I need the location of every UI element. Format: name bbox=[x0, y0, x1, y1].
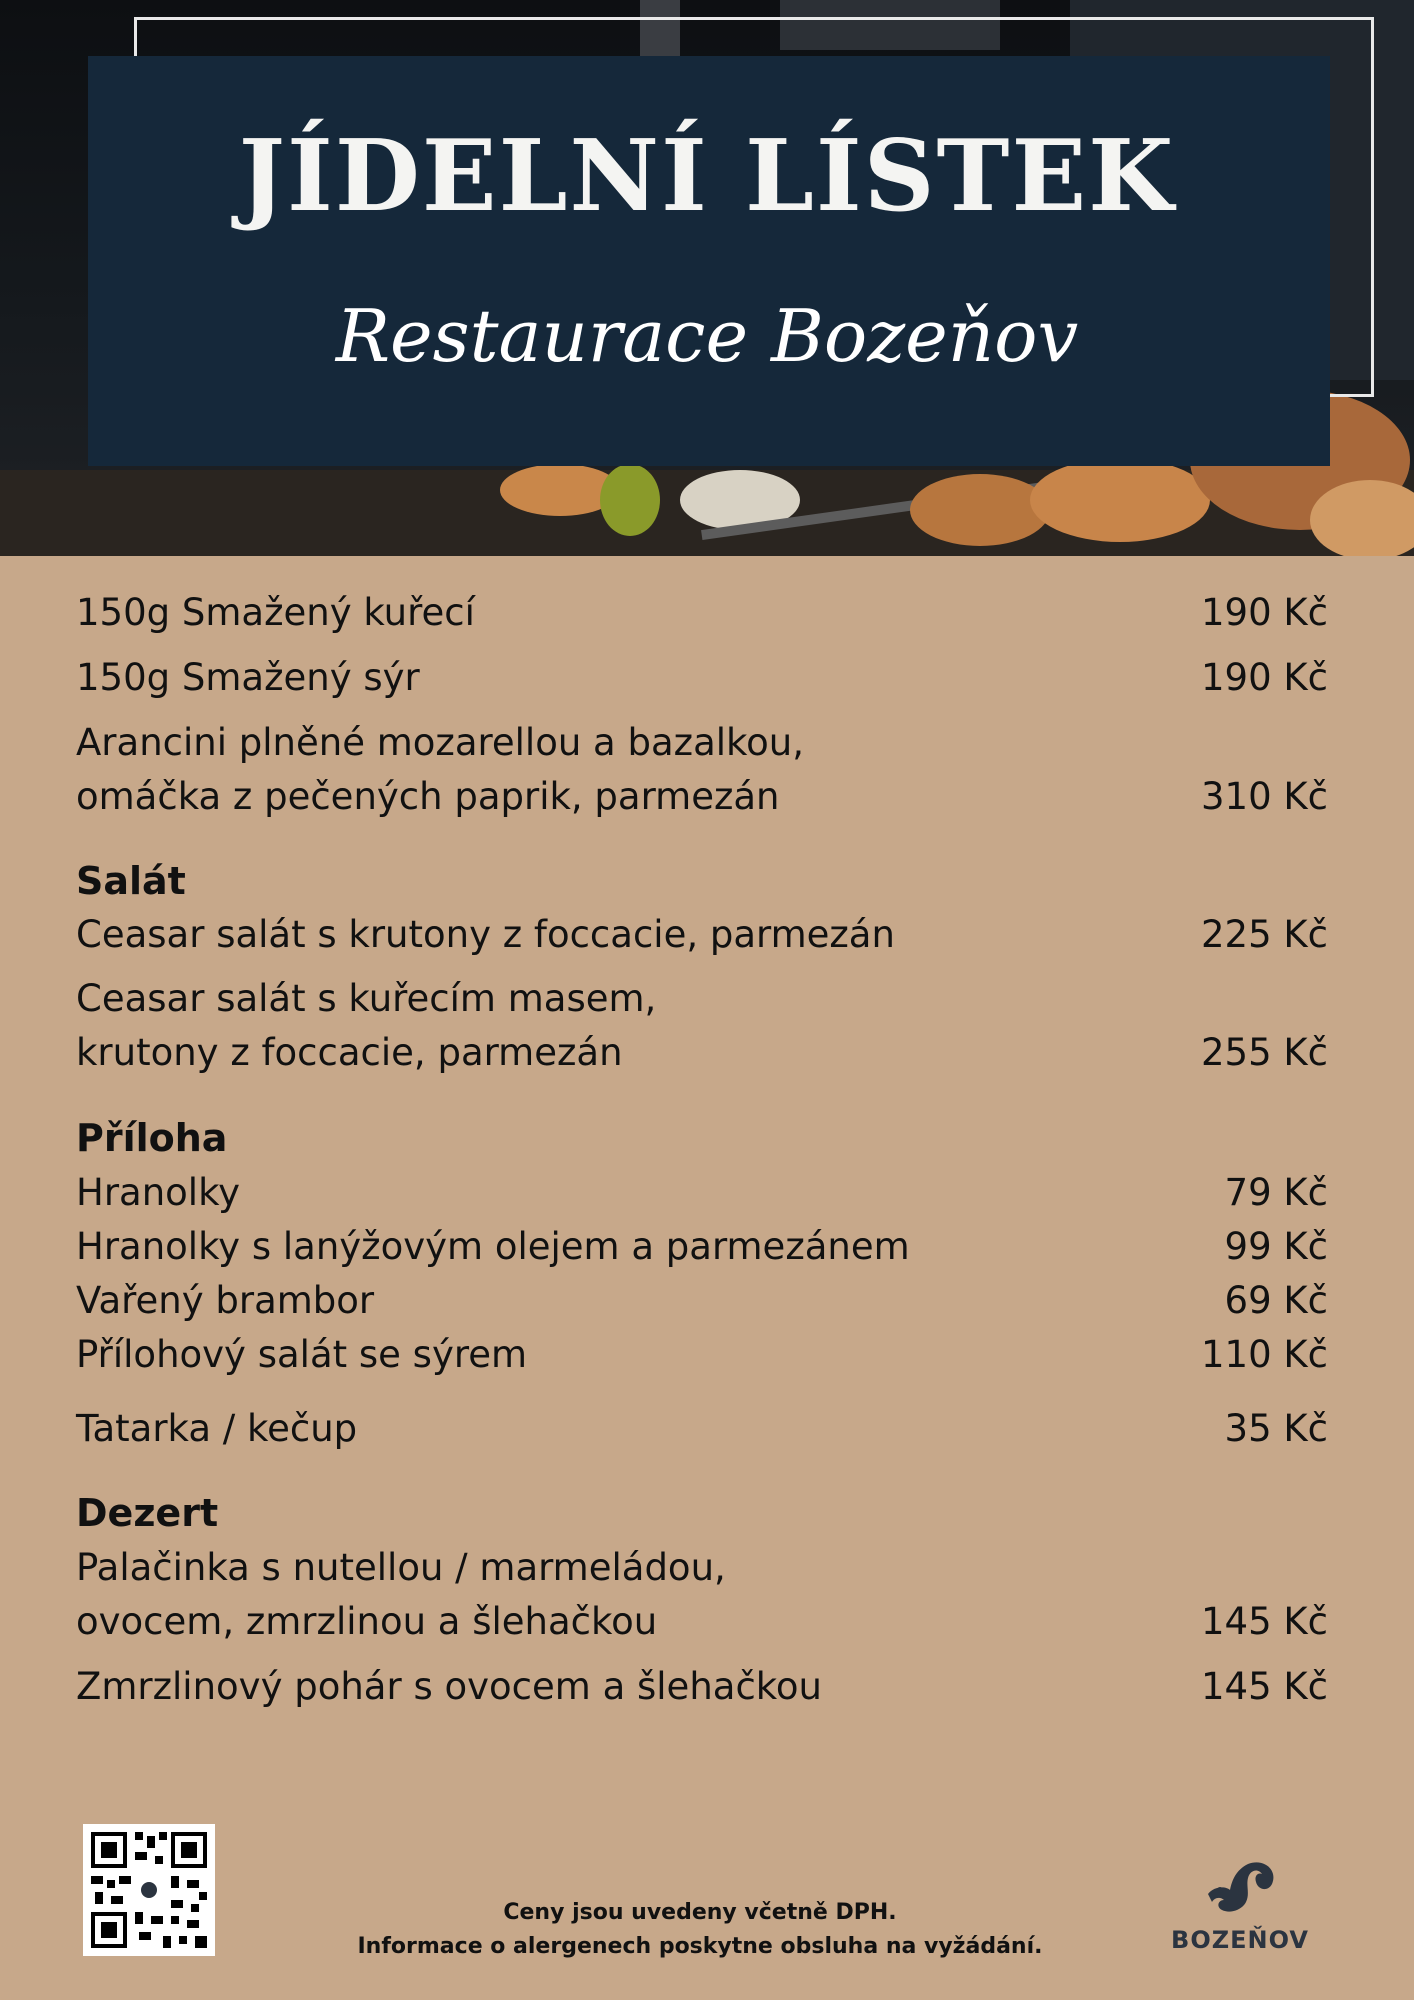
menu-item-price: 35 Kč bbox=[1224, 1407, 1328, 1450]
menu-item-price: 145 Kč bbox=[1201, 1600, 1328, 1643]
footer-allergen-note: Informace o alergenech poskytne obsluha na vyžádání. bbox=[357, 1934, 1043, 1959]
menu-item-name: 150g Smažený sýr bbox=[76, 656, 420, 699]
menu-item-name: omáčka z pečených paprik, parmezán bbox=[76, 775, 780, 818]
menu-item-name: Ceasar salát s kuřecím masem, bbox=[76, 977, 657, 1020]
menu-item-name: krutony z foccacie, parmezán bbox=[76, 1031, 623, 1074]
menu-item-name: Tatarka / kečup bbox=[76, 1407, 358, 1450]
menu-item-price: 79 Kč bbox=[1224, 1171, 1328, 1214]
lime-shape bbox=[600, 464, 660, 536]
restaurant-name: Restaurace Bozeňov bbox=[335, 294, 1079, 378]
squirrel-icon bbox=[1200, 1903, 1280, 1922]
footer-vat-note: Ceny jsou uvedeny včetně DPH. bbox=[503, 1900, 897, 1925]
meat-shape-2 bbox=[1030, 458, 1210, 542]
menu-item-price: 99 Kč bbox=[1224, 1225, 1328, 1268]
menu-item-price: 190 Kč bbox=[1201, 591, 1328, 634]
menu-item-name: Arancini plněné mozarellou a bazalkou, bbox=[76, 721, 804, 764]
header-banner bbox=[0, 0, 1414, 556]
menu-item-price: 69 Kč bbox=[1224, 1279, 1328, 1322]
menu-item-name: Palačinka s nutellou / marmeládou, bbox=[76, 1546, 726, 1589]
title-panel bbox=[88, 56, 1330, 466]
menu-item-name: Zmrzlinový pohár s ovocem a šlehačkou bbox=[76, 1665, 822, 1708]
menu-item-price: 310 Kč bbox=[1201, 775, 1328, 818]
menu-item-price: 145 Kč bbox=[1201, 1665, 1328, 1708]
brand-logo bbox=[1170, 1860, 1310, 1954]
qr-code-icon[interactable] bbox=[83, 1824, 215, 1956]
section-title-dezert: Dezert bbox=[76, 1491, 219, 1535]
menu-item-name: Hranolky s lanýžovým olejem a parmezánem bbox=[76, 1225, 910, 1268]
menu-item-name: Hranolky bbox=[76, 1171, 241, 1214]
menu-item-name: Ceasar salát s krutony z foccacie, parmezán bbox=[76, 913, 895, 956]
section-title-salat: Salát bbox=[76, 859, 186, 903]
menu-item-name: Vařený brambor bbox=[76, 1279, 375, 1322]
menu-item-name: 150g Smažený kuřecí bbox=[76, 591, 475, 634]
menu-item-price: 190 Kč bbox=[1201, 656, 1328, 699]
section-title-priloha: Příloha bbox=[76, 1116, 228, 1160]
menu-item-price: 225 Kč bbox=[1201, 913, 1328, 956]
page-title: JÍDELNÍ LÍSTEK bbox=[238, 119, 1176, 234]
meat-shape bbox=[910, 474, 1050, 546]
menu-item-price: 110 Kč bbox=[1201, 1333, 1328, 1376]
brand-name: BOZEŇOV bbox=[1171, 1926, 1309, 1954]
menu-item-price: 255 Kč bbox=[1201, 1031, 1328, 1074]
menu-item-name: Přílohový salát se sýrem bbox=[76, 1333, 528, 1376]
menu-item-name: ovocem, zmrzlinou a šlehačkou bbox=[76, 1600, 658, 1643]
